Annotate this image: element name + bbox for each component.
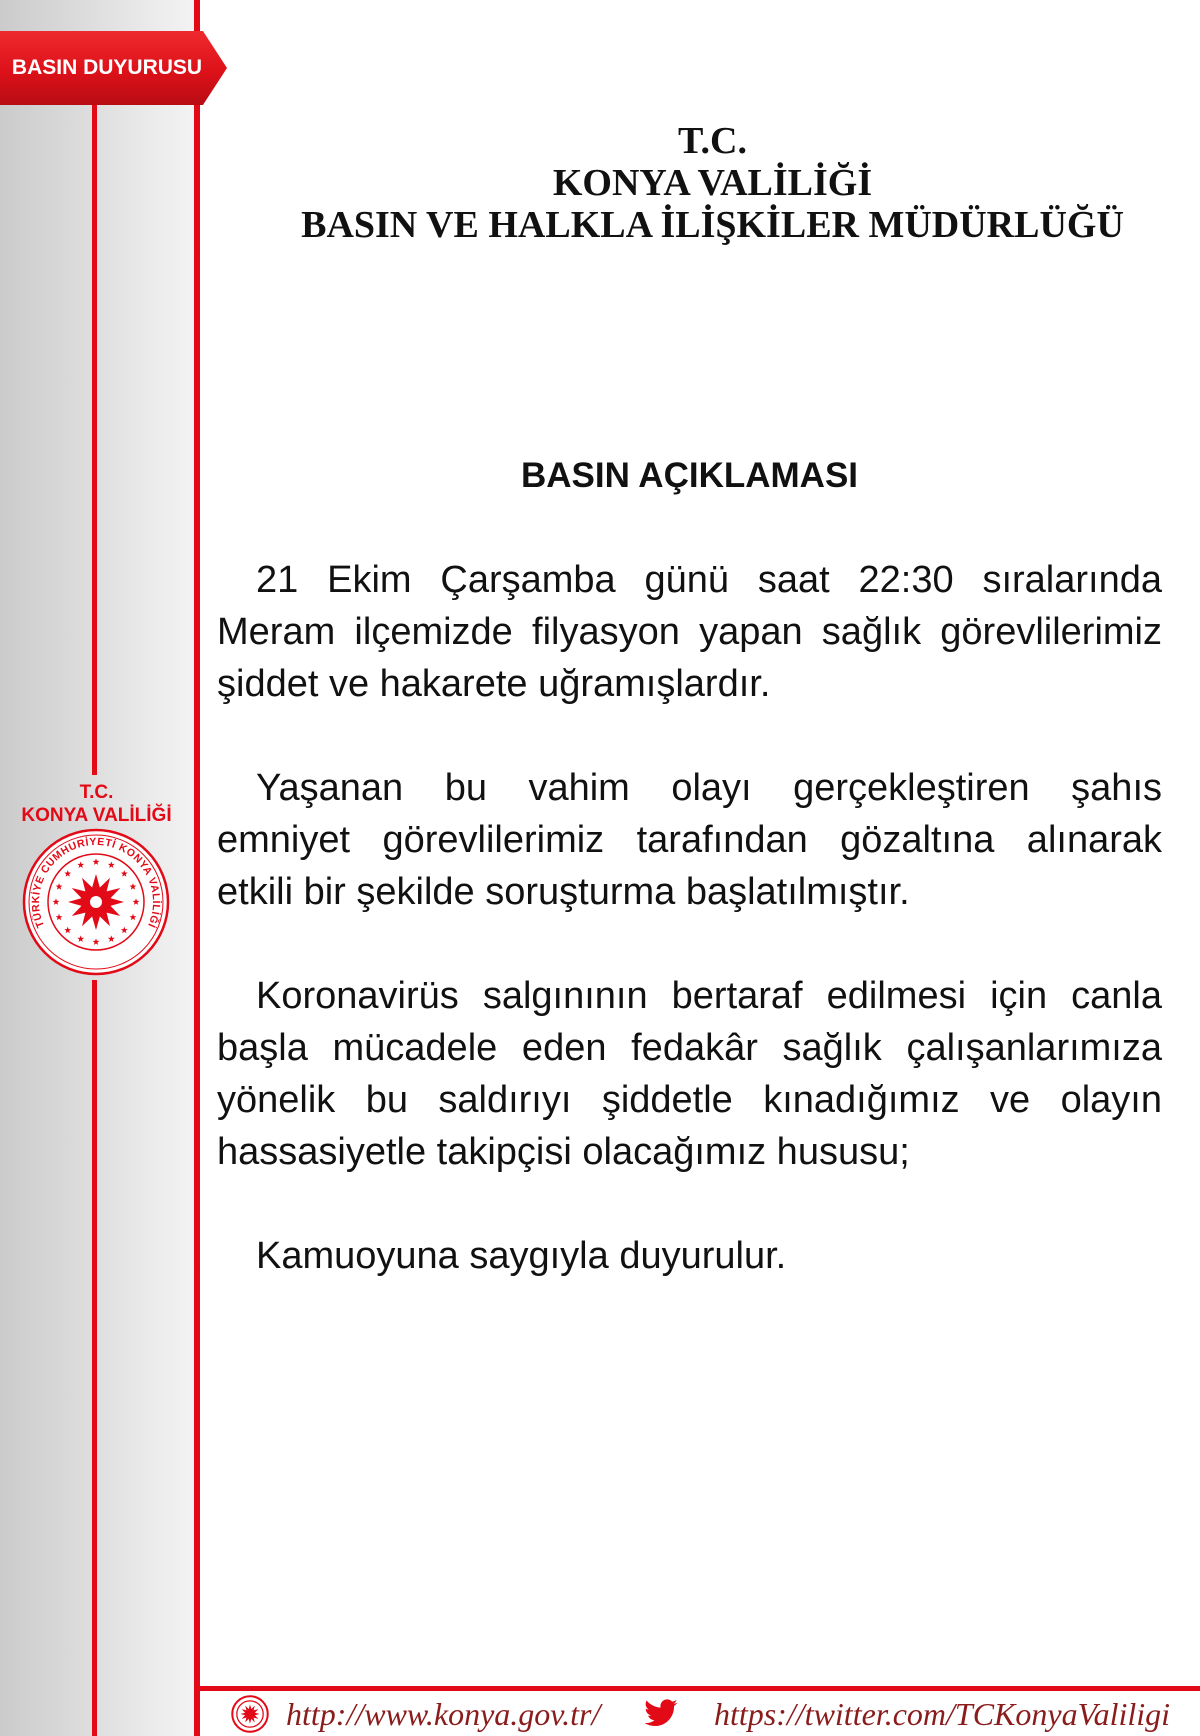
sidebar-logo-name: KONYA VALİLİĞİ	[21, 805, 172, 826]
paragraph-line: hassasiyetle takipçisi olacağımız hususu;	[217, 1131, 910, 1173]
twitter-link[interactable]: https://twitter.com/TCKonyaValiligi	[714, 1696, 1171, 1732]
paragraph-line: Yaşanan bu vahim olayı gerçekleştiren şahıs	[256, 767, 1162, 809]
seal-lettering: TÜRKİYE CUMHURİYETİ KONYA VALİLİĞİ	[29, 835, 163, 930]
sidebar-inner-rule	[92, 105, 97, 775]
closing-line: Kamuoyuna saygıyla duyurulur.	[256, 1235, 787, 1277]
header-line-tc: T.C.	[678, 120, 747, 162]
sidebar-edge-rule	[194, 0, 200, 1736]
sidebar-inner-rule	[92, 980, 97, 1736]
press-banner-label: BASIN DUYURUSU	[11, 56, 203, 79]
konya-valiligi-seal-icon	[21, 827, 171, 977]
paragraph-line: başla mücadele eden fedakâr sağlık çalışanlarımıza	[217, 1027, 1162, 1069]
paragraph-line: şiddet ve hakarete uğramışlardır.	[217, 663, 771, 705]
document-header	[290, 120, 1135, 246]
paragraph-line: etkili bir şekilde soruşturma başlatılmıştır.	[217, 871, 910, 913]
header-line-governorship: KONYA VALİLİĞİ	[552, 162, 873, 204]
konya-valiligi-seal-icon	[231, 1695, 269, 1733]
paragraph-line: 21 Ekim Çarşamba günü saat 22:30 sıralarında	[256, 559, 1162, 601]
paragraph-line: yönelik bu saldırıyı şiddetle kınadığımız ve olayın	[217, 1079, 1162, 1121]
closing-paragraph	[217, 1230, 1162, 1282]
footer-rule	[194, 1686, 1200, 1691]
twitter-bird-icon	[643, 1697, 679, 1729]
paragraph-line: Meram ilçemizde filyasyon yapan sağlık görevlilerimiz	[217, 611, 1162, 653]
header-line-directorate: BASIN VE HALKLA İLİŞKİLER MÜDÜRLÜĞÜ	[301, 204, 1124, 246]
sidebar-logo-tc: T.C.	[79, 782, 114, 803]
paragraph	[217, 762, 1162, 918]
website-link[interactable]: http://www.konya.gov.tr/	[286, 1696, 601, 1732]
paragraph	[217, 554, 1162, 710]
paragraph-line: Koronavirüs salgınının bertaraf edilmesi için canla	[256, 975, 1162, 1017]
statement-title: BASIN AÇIKLAMASI	[520, 456, 859, 495]
paragraph-line: emniyet görevlilerimiz tarafından gözaltına alınarak	[217, 819, 1162, 861]
statement-body	[217, 554, 1162, 1334]
paragraph	[217, 970, 1162, 1178]
